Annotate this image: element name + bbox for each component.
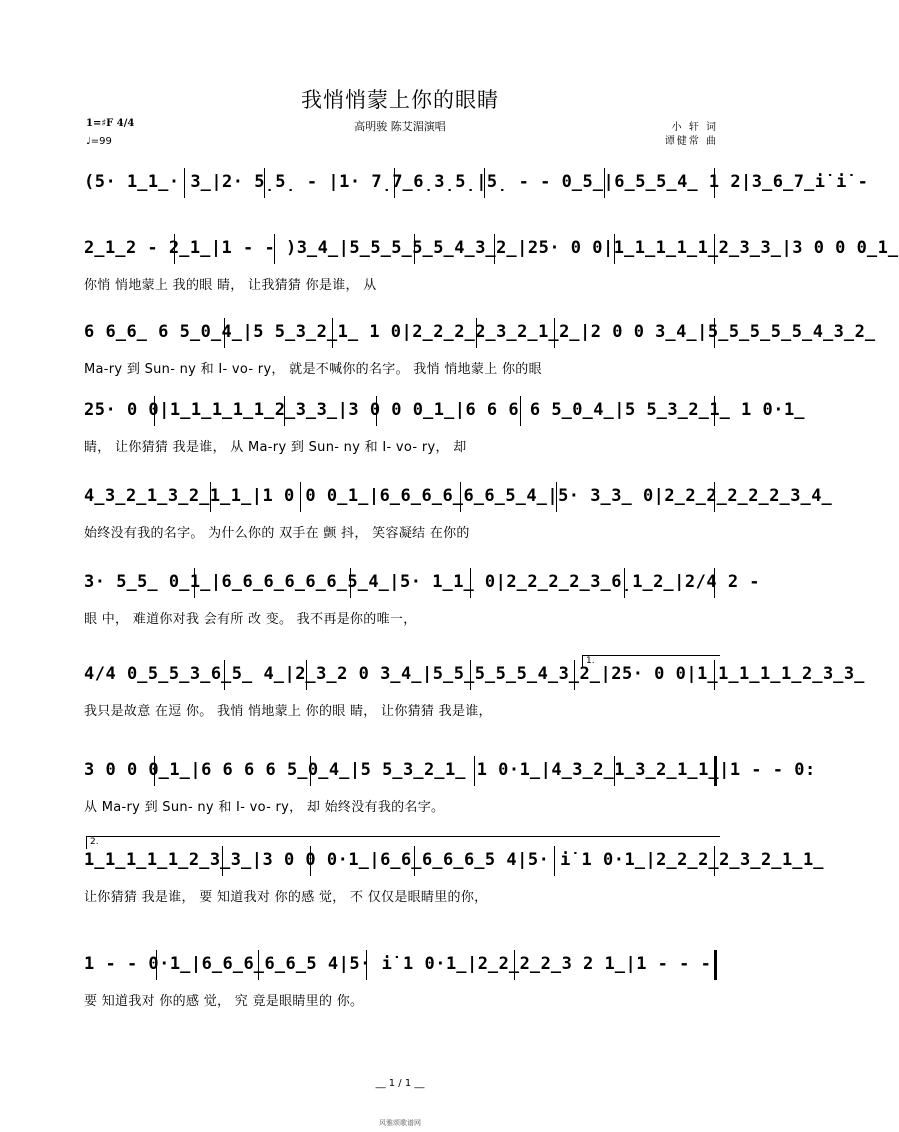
lyrics-line: 你悄 悄地蒙上 我的眼 睛， 让我猜猜 你是谁， 从 — [84, 278, 377, 293]
notation-line: 3· 5̲5̲ 0̲1̲|6̲6̲6̲6̲6̲6̲5̲4̲|5· 1̲1̲ 0|2̲2̲2̲2̲3̲6̣1̲2̲|2/4 2 - — [84, 572, 761, 592]
notation-line: 1 - - 0·1̲|6̲6̲6̲6̲6̲5 4|5· i̇ 1 0·1̲|2̲2̲2̲2̲3 2 1̲|1 - - - — [84, 954, 712, 974]
performers: 高明骏 陈艾湄演唱 — [354, 120, 446, 133]
second-ending-bracket — [86, 836, 720, 849]
lyrics-line: 睛， 让你猜猜 我是谁， 从 Ma-ry 到 Sun- ny 和 I- vo- ry， 却 — [84, 440, 467, 455]
lyrics-line: 从 Ma-ry 到 Sun- ny 和 I- vo- ry， 却 始终没有我的名字。 — [84, 800, 445, 815]
notation-line: 1̲1̲1̲1̲1̲2̲3̲3̲|3 0 0 0·1̲|6̲6̲6̲6̲6̲5 4|5· i̇ 1 0·1̲|2̲2̲2̲2̲3̲2̲1̲1̲ — [84, 850, 824, 870]
notation-line: 2̲1̲2 - 2̲1̲|1 - - )3̲4̲|5̲5̲5̲5̲5̲4̲3̲2̲|25· 0 0|1̲1̲1̲1̲1̲2̲3̲3̲|3 0 0 0̲1̲ — [84, 238, 899, 258]
composer-credit: 谭健常 曲 — [664, 136, 718, 147]
notation-line: 6 6̲6̲ 6 5̲0̲4̲|5 5̲3̲2̲1̲ 1 0|2̲2̲2̲2̲3̲2̲1̲2̲|2 0 0 3̲4̲|5̲5̲5̲5̲5̲4̲3̲2̲ — [84, 322, 876, 342]
lyricist-credit: 小 轩 词 — [671, 122, 718, 133]
page-number-text: 1 / 1 — [388, 1078, 412, 1089]
lyrics-line: Ma-ry 到 Sun- ny 和 I- vo- ry， 就是不喊你的名字。 我悄 悄地蒙上 你的眼 — [84, 362, 542, 377]
lyrics-line: 始终没有我的名字。 为什么你的 双手在 颤 抖， 笑容凝结 在你的 — [84, 526, 470, 541]
lyrics-line — [84, 208, 716, 226]
notation-line: 3 0 0 0̲1̲|6 6 6 6 5̲0̲4̲|5 5̲3̲2̲1̲ 1 0·1̲|4̲3̲2̲1̲3̲2̲1̲1̲|1 - - 0: — [84, 760, 816, 780]
site-watermark: 风雅颂歌谱网 — [379, 1119, 421, 1127]
lyrics-line: 我只是故意 在逗 你。 我悄 悄地蒙上 你的眼 睛， 让你猜猜 我是谁， — [84, 704, 492, 719]
first-ending-label: 1. — [586, 656, 595, 666]
second-ending-label: 2. — [90, 837, 99, 847]
notation-line: 4̲3̲2̲1̲3̲2̲1̲1̲|1 0 0 0̲1̲|6̲6̲6̲6̲6̲6̲5̲4̲|5· 3̲3̲ 0|2̲2̲2̲2̲2̲2̲3̲4̲ — [84, 486, 833, 506]
key-signature: 1=♯F 4/4 — [86, 118, 135, 129]
lyrics-line: 眼 中， 难道你对我 会有所 改 变。 我不再是你的唯一， — [84, 612, 417, 627]
song-title: 我悄悄蒙上你的眼睛 — [301, 88, 499, 112]
tempo-marking: ♩=99 — [86, 136, 112, 147]
notation-line: 4/4 0̲5̲5̲3̲6̲5̲ 4̲|2̲3̲2 0 3̲4̲|5̲5̲5̲5̲5̲4̲3̲2̲|25· 0 0|1̲1̲1̲1̲1̲2̲3̲3̲ — [84, 664, 865, 684]
page-number: __ 1 / 1 __ — [375, 1078, 425, 1089]
notation-line: 25· 0 0|1̲1̲1̲1̲1̲2̲3̲3̲|3 0 0 0̲1̲|6 6 6 6 5̲0̲4̲|5 5̲3̲2̲1̲ 1 0·1̲ — [84, 400, 805, 420]
notation-line: (5· 1̲1̲· 3̲|2· 5̣5̣ - |1· 7̣7̲6̣3̣5̣|5̣ - - 0̲5̲|6̲5̲5̲4̲ 1 2|3̲6̲7̲i̇ i̇ - — [84, 172, 869, 192]
first-ending-bracket — [582, 655, 720, 668]
lyrics-line: 让你猜猜 我是谁， 要 知道我对 你的感 觉， 不 仅仅是眼睛里的你， — [84, 890, 488, 905]
lyrics-line: 要 知道我对 你的感 觉， 究 竟是眼睛里的 你。 — [84, 994, 364, 1009]
